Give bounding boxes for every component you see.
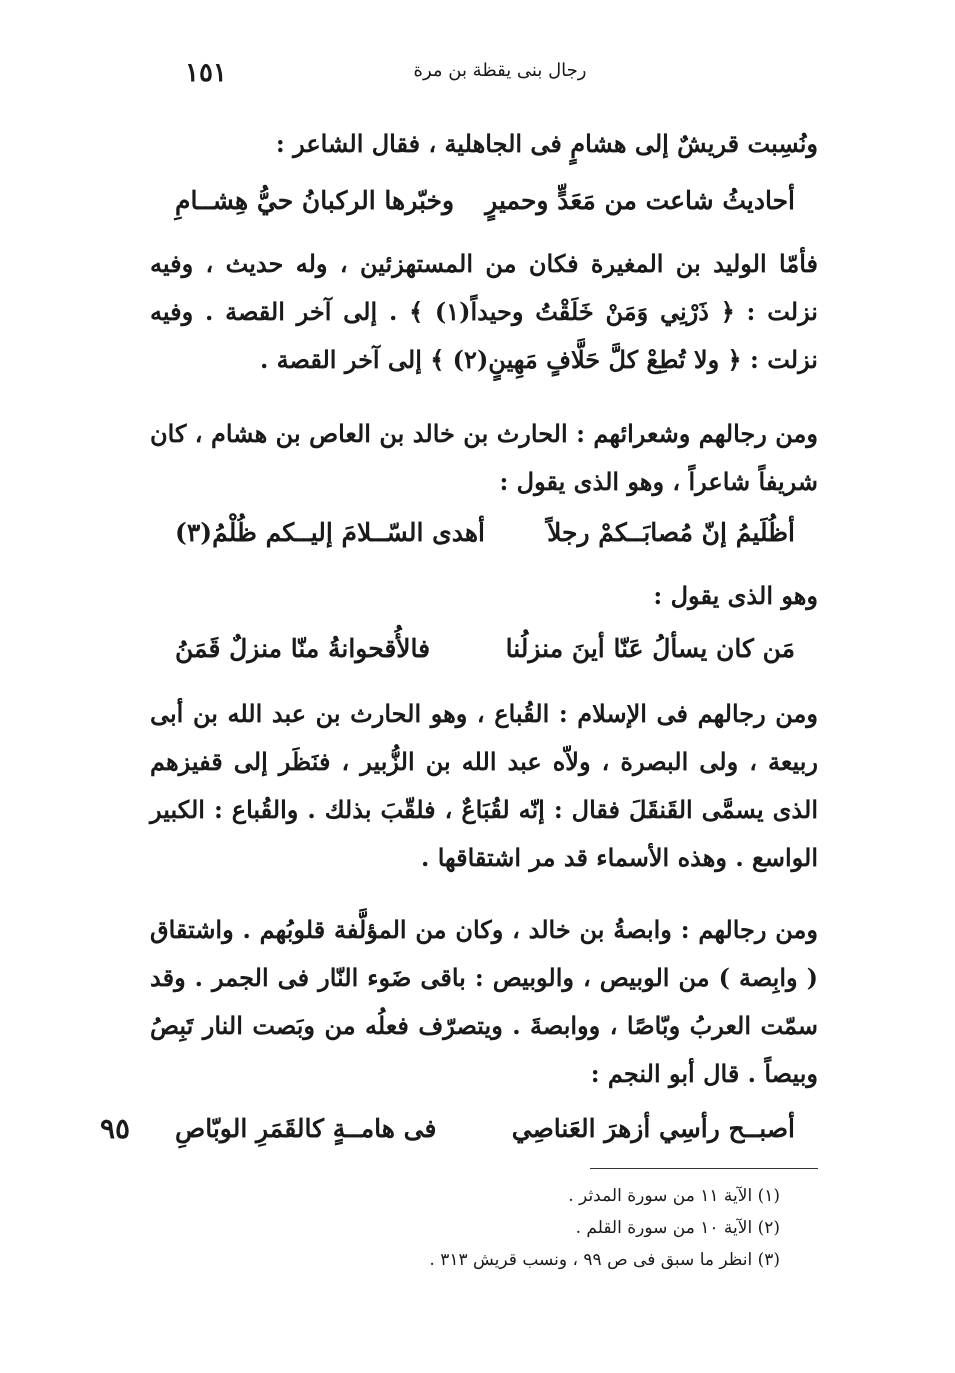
verse-1-first-hemistich: أحاديثُ شاعت من مَعَدٍّ وحميرٍ [485, 186, 795, 215]
verse-1-second-hemistich: وخبّرها الركبانُ حيُّ هِشــامِ [175, 186, 455, 215]
verse-1 [175, 186, 795, 215]
verse-2-first-hemistich: أظُلَيمُ إنّ مُصابَــكمْ رجلاً [547, 518, 795, 547]
running-title: رجال بنى يقظة بن مرة [413, 60, 587, 81]
footnote-1: (١) الآية ١١ من سورة المدثر . [568, 1186, 780, 1206]
page-number: ١٥١ [185, 58, 227, 88]
verse-3 [175, 634, 795, 663]
verse-4-second-hemistich: فى هامــةٍ كالقَمَرِ الوبّاصِ [175, 1114, 437, 1143]
footnote-3: (٣) انظر ما سبق فى ص ٩٩ ، ونسب قريش ٣١٣ . [429, 1250, 780, 1270]
footnote-2: (٢) الآية ١٠ من سورة القلم . [575, 1218, 780, 1238]
verse-4 [175, 1114, 795, 1143]
verse-2 [175, 518, 795, 547]
verse-3-first-hemistich: مَن كان يسألُ عَنّا أينَ منزلُنا [505, 634, 795, 663]
paragraph-4: وهو الذى يقول : [653, 581, 818, 610]
paragraph-6: ومن رجالهم : وابصةُ بن خالد ، وكان من المؤلَّفة قلوبُهم . واشتقاق ( وابِصة ) من الوبيص ، والوبيص : باقى ضَوء النّار فى الجمر . وقد سمّت العربُ وبّاصًا ، ووابصةَ . ويتصرّف فعلُه من وبَصت النار تَبِصُ وبيصاً . قال أبو النجم : [150, 915, 818, 1088]
paragraph-5: ومن رجالهم فى الإسلام : القُباع ، وهو الحارث بن عبد الله بن أبى ربيعة ، ولى البصرة ، ولاّه عبد الله بن الزُّبير ، فنَظَر إلى قفيزهم الذى يسمَّى القَنقَلَ فقال : إنّه لقُبَاعٌ ، فلقّبَ بذلك . والقُباع : الكبير الواسع . وهذه الأسماء قد مر اشتقاقها . [150, 699, 818, 872]
margin-number: ٩٥ [100, 1112, 131, 1145]
paragraph-1: ونُسِبت قريشٌ إلى هشامٍ فى الجاهلية ، فقال الشاعر : [275, 129, 818, 158]
verse-2-second-hemistich: أهدى السّــلامَ إليــكم ظُلْمُ(٣) [175, 518, 485, 547]
verse-3-second-hemistich: فالأُقحوانةُ منّا منزلٌ قَمَنُ [175, 634, 431, 663]
paragraph-3: ومن رجالهم وشعرائهم : الحارث بن خالد بن العاص بن هشام ، كان شريفاً شاعراً ، وهو الذى يقول : [150, 419, 818, 496]
verse-4-first-hemistich: أصبــح رأسِي أزهرَ العَناصِي [511, 1114, 795, 1143]
paragraph-2: فأمّا الوليد بن المغيرة فكان من المستهزئين ، وله حديث ، وفيه نزلت : ﴿ ذَرْنِي وَمَنْ خَلَقْتُ وحيداً(١) ﴾ . إلى آخر القصة . وفيه نزلت : ﴿ ولا تُطِعْ كلَّ حَلَّافٍ مَهِينٍ(٢) ﴾ إلى آخر القصة . [150, 249, 818, 374]
footnote-divider [590, 1168, 818, 1169]
